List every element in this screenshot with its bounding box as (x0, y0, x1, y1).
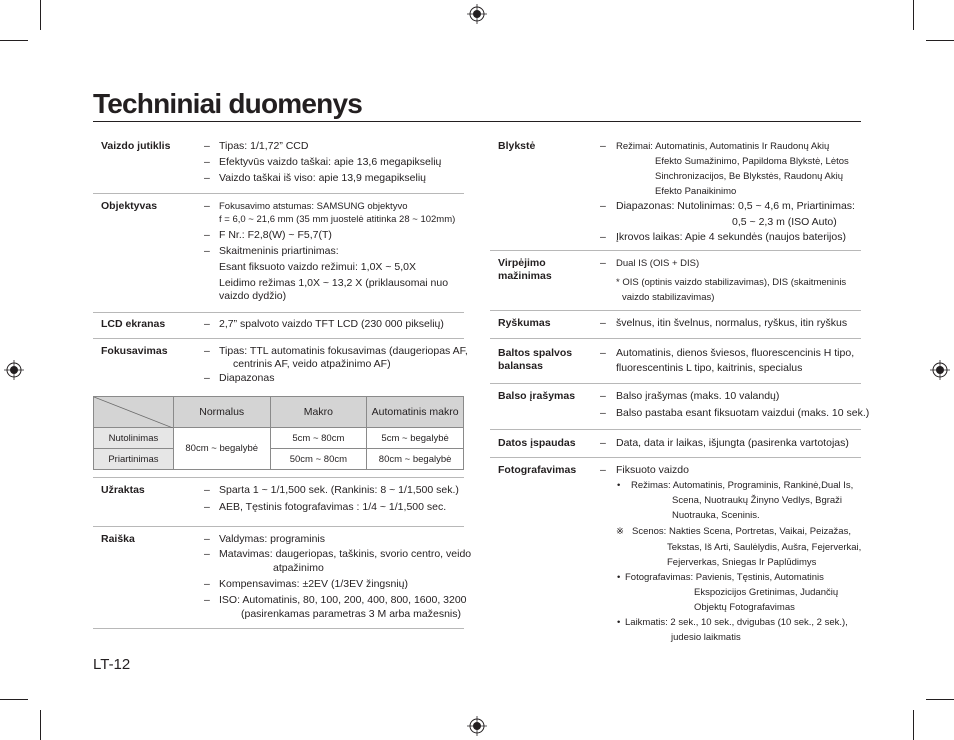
spec-label-baltos-2: balansas (498, 360, 543, 372)
dash: – (600, 347, 606, 359)
spec-line: Sparta 1 ~ 1/1,500 sek. (Rankinis: 8 ~ 1/1,500 sek.) (219, 484, 459, 496)
spec-line: Fotografavimas: Pavienis, Tęstinis, Automatinis (625, 572, 824, 583)
spec-line: Data, data ir laikas, išjungta (pasirenka vartotojas) (616, 437, 849, 449)
spec-line: centrinis AF, veido atpažinimo AF) (233, 358, 391, 370)
spec-label-raiska: Raiška (101, 533, 135, 545)
divider (490, 383, 861, 384)
table-cell: 50cm ~ 80cm (270, 449, 367, 470)
spec-line: F Nr.: F2,8(W) ~ F5,7(T) (219, 229, 332, 241)
spec-line: AEB, Tęstinis fotografavimas : 1/4 ~ 1/1,500 sec. (219, 501, 447, 513)
spec-line: Efekto Sumažinimo, Papildoma Blykstė, Lėtos (655, 156, 849, 167)
spec-line: Režimas: Automatinis, Programinis, Rankinė,Dual Is, (631, 480, 854, 491)
table-corner (94, 397, 174, 428)
dash: – (204, 372, 210, 384)
spec-line: (pasirenkamas parametras 3 M arba mažesnis) (241, 608, 461, 620)
spec-line: Efektyvūs vaizdo taškai: apie 13,6 megapikselių (219, 156, 442, 168)
registration-mark-icon (467, 716, 487, 736)
spec-line: Leidimo režimas 1,0X ~ 13,2 X (priklausomai nuo (219, 277, 449, 289)
spec-label-fotografavimas: Fotografavimas (498, 464, 577, 476)
spec-line: f = 6,0 ~ 21,6 mm (35 mm juostelė atitinka 28 ~ 102mm) (219, 214, 456, 225)
spec-line: Skaitmeninis priartinimas: (219, 245, 339, 257)
page-number: LT-12 (93, 656, 131, 673)
registration-mark-icon (4, 360, 24, 380)
divider (490, 429, 861, 430)
spec-line: atpažinimo (273, 562, 324, 574)
crop-mark (926, 40, 954, 41)
dash: – (600, 200, 606, 212)
spec-line: Balso pastaba esant fiksuotam vaizdui (maks. 10 sek.) (616, 407, 870, 419)
spec-line: Matavimas: daugeriopas, taškinis, svorio centro, veido (219, 548, 472, 560)
dash: – (600, 140, 606, 152)
dash: – (204, 156, 210, 168)
dash: – (600, 407, 606, 419)
spec-line: Fiksuoto vaizdo (616, 464, 689, 476)
spec-line: fluorescentinis L tipo, kaitrinis, specialus (616, 362, 803, 374)
title-rule (93, 121, 861, 122)
table-cell: 5cm ~ begalybė (367, 428, 464, 449)
spec-label-vaizdo: Vaizdo jutiklis (101, 140, 171, 152)
page-title: Techniniai duomenys (93, 88, 362, 119)
dash: – (204, 533, 210, 545)
spec-line: 0,5 ~ 2,3 m (ISO Auto) (732, 216, 837, 228)
dash: – (600, 390, 606, 402)
dash: – (204, 345, 210, 357)
table-header: Makro (270, 397, 367, 428)
crop-mark (40, 710, 41, 740)
table-cell: 80cm ~ begalybė (173, 428, 270, 470)
spec-line: Scena, Nuotraukų Žinyno Vedlys, Bgraži (672, 495, 843, 506)
spec-line: Diapazonas: Nutolinimas: 0,5 ~ 4,6 m, Priartinimas: (616, 200, 855, 212)
spec-line: Objektų Fotografavimas (694, 602, 795, 613)
table-header: Normalus (173, 397, 270, 428)
spec-line: Efekto Panaikinimo (655, 186, 737, 197)
spec-line: Tipas: 1/1,72” CCD (219, 140, 309, 152)
divider (93, 338, 464, 339)
divider (93, 312, 464, 313)
divider (93, 628, 464, 629)
note-icon: ※ (616, 526, 624, 537)
spec-line: Balso įrašymas (maks. 10 valandų) (616, 390, 780, 402)
divider (490, 310, 861, 311)
dash: – (204, 318, 210, 330)
crop-mark (0, 40, 28, 41)
dash: – (204, 501, 210, 513)
spec-label-virpejimo: Virpėjimo (498, 257, 546, 269)
crop-mark (40, 0, 41, 30)
dash: – (204, 229, 210, 241)
divider (93, 477, 464, 478)
crop-mark (913, 710, 914, 740)
dash: – (204, 548, 210, 560)
focus-range-table (93, 396, 464, 470)
spec-label-balso: Balso įrašymas (498, 390, 576, 402)
spec-line: švelnus, itin švelnus, normalus, ryškus, itin ryškus (616, 317, 848, 329)
spec-line: Valdymas: programinis (219, 533, 326, 545)
spec-line: Nuotrauka, Sceninis. (672, 510, 760, 521)
spec-line: ISO: Automatinis, 80, 100, 200, 400, 800, 1600, 3200 (219, 594, 467, 606)
spec-line: Įkrovos laikas: Apie 4 sekundės (naujos baterijos) (616, 231, 846, 243)
dash: – (204, 200, 210, 212)
dash: – (600, 437, 606, 449)
spec-line: Automatinis, dienos šviesos, fluorescencinis H tipo, (616, 347, 855, 359)
diagonal-line-icon (94, 397, 173, 428)
spec-line: Scenos: Nakties Scena, Portretas, Vaikai, Peizažas, (632, 526, 851, 537)
spec-line: Fejerverkas, Sniegas Ir Paplūdimys (667, 557, 817, 568)
spec-label-baltos: Baltos spalvos (498, 347, 573, 359)
spec-line: * OIS (optinis vaizdo stabilizavimas), DIS (skaitmeninis (616, 277, 847, 288)
spec-label-fokusavimas: Fokusavimas (101, 345, 168, 357)
registration-mark-icon (930, 360, 950, 380)
table-row-header: Nutolinimas (94, 428, 174, 449)
spec-line: vaizdo stabilizavimas) (622, 292, 715, 303)
divider (490, 338, 861, 339)
spec-line: Tipas: TTL automatinis fokusavimas (daugeriopas AF, (219, 345, 468, 357)
bullet-icon: • (617, 572, 621, 583)
crop-mark (913, 0, 914, 30)
spec-label-virpejimo-2: mažinimas (498, 270, 552, 282)
dash: – (204, 594, 210, 606)
spec-line: Fokusavimo atstumas: SAMSUNG objektyvo (219, 201, 408, 212)
spec-label-blykste: Blykstė (498, 140, 536, 152)
divider (93, 526, 464, 527)
dash: – (204, 245, 210, 257)
spec-line: Sinchronizacijos, Be Blykstės, Raudonų Akių (655, 171, 843, 182)
spec-line: Režimai: Automatinis, Automatinis Ir Raudonų Akių (616, 141, 830, 152)
dash: – (204, 484, 210, 496)
dash: – (600, 464, 606, 476)
table-cell: 5cm ~ 80cm (270, 428, 367, 449)
spec-line: vaizdo dydžio) (219, 290, 287, 302)
spec-label-lcd: LCD ekranas (101, 318, 166, 330)
crop-mark (0, 699, 28, 700)
table-cell: 80cm ~ begalybė (367, 449, 464, 470)
spec-label-datos: Datos įspaudas (498, 437, 576, 449)
dash: – (204, 578, 210, 590)
dash: – (600, 257, 606, 269)
dash: – (204, 140, 210, 152)
spec-line: Tekstas, Iš Arti, Saulėlydis, Aušra, Fejerverkai, (667, 542, 862, 553)
spec-line: Dual IS (OIS + DIS) (616, 258, 700, 269)
table-header: Automatinis makro (367, 397, 464, 428)
divider (93, 193, 464, 194)
spec-line: 2,7” spalvoto vaizdo TFT LCD (230 000 pikselių) (219, 318, 444, 330)
dash: – (600, 231, 606, 243)
spec-line: Esant fiksuoto vaizdo režimui: 1,0X ~ 5,0X (219, 261, 416, 273)
spec-line: judesio laikmatis (671, 632, 741, 643)
dash: – (204, 172, 210, 184)
table-row-header: Priartinimas (94, 449, 174, 470)
bullet-icon: • (617, 480, 621, 491)
spec-line: Laikmatis: 2 sek., 10 sek., dvigubas (10 sek., 2 sek.), (625, 617, 848, 628)
spec-line: Ekspozicijos Gretinimas, Judančių (694, 587, 839, 598)
spec-label-uzraktas: Užraktas (101, 484, 145, 496)
divider (490, 457, 861, 458)
bullet-icon: • (617, 617, 621, 628)
spec-line: Kompensavimas: ±2EV (1/3EV žingsnių) (219, 578, 409, 590)
spec-label-ryskumas: Ryškumas (498, 317, 551, 329)
spec-label-objektyvas: Objektyvas (101, 200, 158, 212)
spec-line: Vaizdo taškai iš viso: apie 13,9 megapikselių (219, 172, 427, 184)
registration-mark-icon (467, 4, 487, 24)
divider (490, 250, 861, 251)
spec-line: Diapazonas (219, 372, 275, 384)
crop-mark (926, 699, 954, 700)
dash: – (600, 317, 606, 329)
